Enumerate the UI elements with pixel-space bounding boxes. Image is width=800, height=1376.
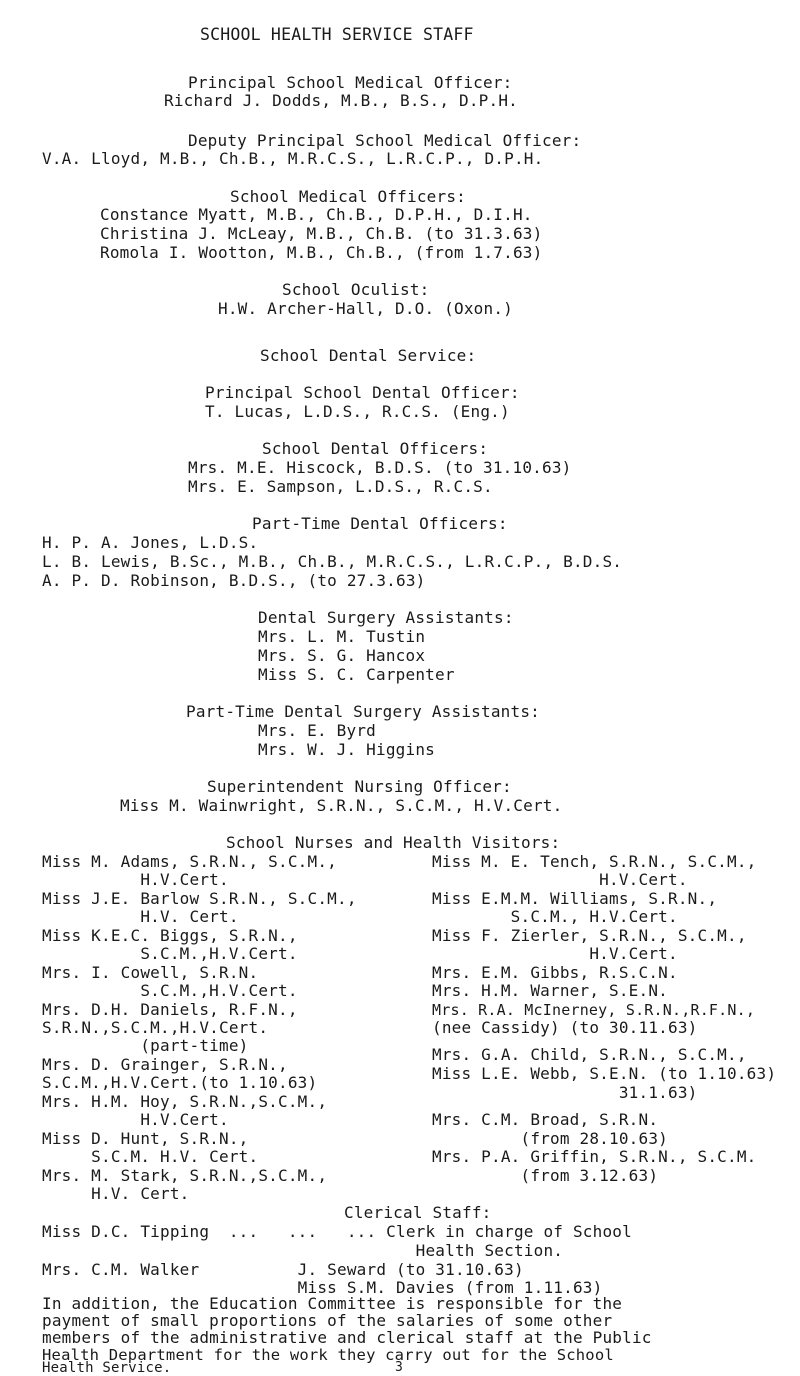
nurse-line: Mrs. H.M. Warner, S.E.N.: [432, 981, 668, 1000]
nurse-line: Mrs. D. Grainger, S.R.N.,: [42, 1055, 288, 1074]
ptdsa-line: Mrs. E. Byrd: [258, 721, 376, 740]
nurse-line: S.R.N.,S.C.M.,H.V.Cert.: [42, 1018, 269, 1037]
nurse-line: Miss E.M.M. Williams, S.R.N.,: [432, 889, 718, 908]
nurse-line: Mrs. H.M. Hoy, S.R.N.,S.C.M.,: [42, 1092, 328, 1111]
nurse-line: H.V.Cert.: [42, 1110, 229, 1129]
smo-heading: School Medical Officers:: [230, 187, 466, 206]
clerical-line: Mrs. C.M. Walker J. Seward (to 31.10.63): [42, 1260, 524, 1279]
ptdo-line: L. B. Lewis, B.Sc., M.B., Ch.B., M.R.C.S., L.R.C.P., B.D.S.: [42, 552, 623, 571]
dsa-line: Mrs. S. G. Hancox: [258, 646, 426, 665]
nurse-line: Miss D. Hunt, S.R.N.,: [42, 1129, 249, 1148]
nurse-line: S.C.M. H.V. Cert.: [42, 1147, 259, 1166]
nurse-line: Mrs. P.A. Griffin, S.R.N., S.C.M.: [432, 1147, 757, 1166]
nurse-line: 31.1.63): [432, 1083, 698, 1102]
page-title: SCHOOL HEALTH SERVICE STAFF: [200, 25, 474, 44]
nurse-line: Mrs. C.M. Broad, S.R.N.: [432, 1110, 659, 1129]
ptdsa-line: Mrs. W. J. Higgins: [258, 740, 435, 759]
paragraph-line: members of the administrative and clerical staff at the Public: [42, 1328, 652, 1347]
dpso-heading: Deputy Principal School Medical Officer:: [188, 131, 582, 150]
nurse-line: Mrs. G.A. Child, S.R.N., S.C.M.,: [432, 1045, 747, 1064]
nurse-line: (part-time): [42, 1036, 249, 1055]
smo-line: Constance Myatt, M.B., Ch.B., D.P.H., D.I.H.: [100, 205, 533, 224]
oculist-name: H.W. Archer-Hall, D.O. (Oxon.): [218, 299, 513, 318]
psdo-name: T. Lucas, L.D.S., R.C.S. (Eng.): [205, 402, 510, 421]
nurse-line: H.V.Cert.: [432, 870, 688, 889]
nurse-line: (from 28.10.63): [432, 1129, 668, 1148]
nurse-line: Miss K.E.C. Biggs, S.R.N.,: [42, 926, 298, 945]
nurse-line: H.V. Cert.: [42, 1184, 190, 1203]
sno-name: Miss M. Wainwright, S.R.N., S.C.M., H.V.Cert.: [120, 796, 563, 815]
nurse-line: Mrs. E.M. Gibbs, R.S.C.N.: [432, 963, 678, 982]
nurse-line: Mrs. D.H. Daniels, R.F.N.,: [42, 1000, 298, 1019]
nurse-line: Miss M. E. Tench, S.R.N., S.C.M.,: [432, 852, 757, 871]
sdo-line: Mrs. M.E. Hiscock, B.D.S. (to 31.10.63): [188, 458, 572, 477]
nurse-line: Miss J.E. Barlow S.R.N., S.C.M.,: [42, 889, 357, 908]
nurse-line: S.C.M.,H.V.Cert.: [42, 944, 298, 963]
clerical-line: Health Section.: [42, 1241, 564, 1260]
paragraph-line: In addition, the Education Committee is responsible for the: [42, 1294, 623, 1313]
oculist-heading: School Oculist:: [282, 280, 430, 299]
dsa-line: Mrs. L. M. Tustin: [258, 627, 426, 646]
dental-service-heading: School Dental Service:: [260, 346, 477, 365]
nurse-line: Mrs. I. Cowell, S.R.N.: [42, 963, 259, 982]
ptdo-line: H. P. A. Jones, L.D.S.: [42, 533, 259, 552]
dsa-heading: Dental Surgery Assistants:: [258, 608, 514, 627]
paragraph-line: Health Department for the work they carry out for the School: [42, 1346, 614, 1364]
clerical-heading: Clerical Staff:: [344, 1203, 492, 1222]
nurse-line: (from 3.12.63): [432, 1166, 659, 1185]
nurse-line: Mrs. R.A. McInerney, S.R.N.,R.F.N.,: [432, 1001, 756, 1019]
nurse-line: H.V.Cert.: [42, 870, 229, 889]
nurse-line: Mrs. M. Stark, S.R.N.,S.C.M.,: [42, 1166, 328, 1185]
nurse-line: Miss L.E. Webb, S.E.N. (to 1.10.63): [432, 1064, 777, 1083]
psdo-heading: Principal School Dental Officer:: [205, 383, 520, 402]
paragraph-line: payment of small proportions of the salaries of some other: [42, 1311, 613, 1330]
nurse-line: S.C.M.,H.V.Cert.: [42, 981, 298, 1000]
smo-line: Romola I. Wootton, M.B., Ch.B., (from 1.7.63): [100, 243, 543, 262]
nurse-line: H.V. Cert.: [42, 907, 239, 926]
nurse-line: S.C.M., H.V.Cert.: [432, 907, 678, 926]
ptdsa-heading: Part-Time Dental Surgery Assistants:: [186, 702, 540, 721]
nurse-line: Miss M. Adams, S.R.N., S.C.M.,: [42, 852, 337, 871]
sno-heading: Superintendent Nursing Officer:: [207, 777, 512, 796]
nurse-line: S.C.M.,H.V.Cert.(to 1.10.63): [42, 1073, 318, 1092]
dpso-name: V.A. Lloyd, M.B., Ch.B., M.R.C.S., L.R.C.P., D.P.H.: [42, 149, 544, 168]
page-number: 3: [395, 1360, 404, 1375]
smo-line: Christina J. McLeay, M.B., Ch.B. (to 31.3.63): [100, 224, 543, 243]
ptdo-heading: Part-Time Dental Officers:: [252, 514, 508, 533]
pso-heading: Principal School Medical Officer:: [188, 73, 513, 92]
dsa-line: Miss S. C. Carpenter: [258, 665, 455, 684]
sdo-heading: School Dental Officers:: [262, 439, 489, 458]
clerical-line: Miss S.M. Davies (from 1.11.63): [42, 1278, 603, 1297]
nurse-line: (nee Cassidy) (to 30.11.63): [432, 1018, 698, 1037]
pso-name: Richard J. Dodds, M.B., B.S., D.P.H.: [164, 91, 518, 110]
sdo-line: Mrs. E. Sampson, L.D.S., R.C.S.: [188, 477, 493, 496]
nurse-line: Miss F. Zierler, S.R.N., S.C.M.,: [432, 926, 747, 945]
nurse-line: H.V.Cert.: [432, 944, 678, 963]
nurses-heading: School Nurses and Health Visitors:: [226, 833, 561, 852]
ptdo-line: A. P. D. Robinson, B.D.S., (to 27.3.63): [42, 571, 426, 590]
paragraph-line: Health Service.: [42, 1360, 172, 1376]
clerical-line: Miss D.C. Tipping ... ... ... Clerk in charge of School: [42, 1222, 632, 1241]
